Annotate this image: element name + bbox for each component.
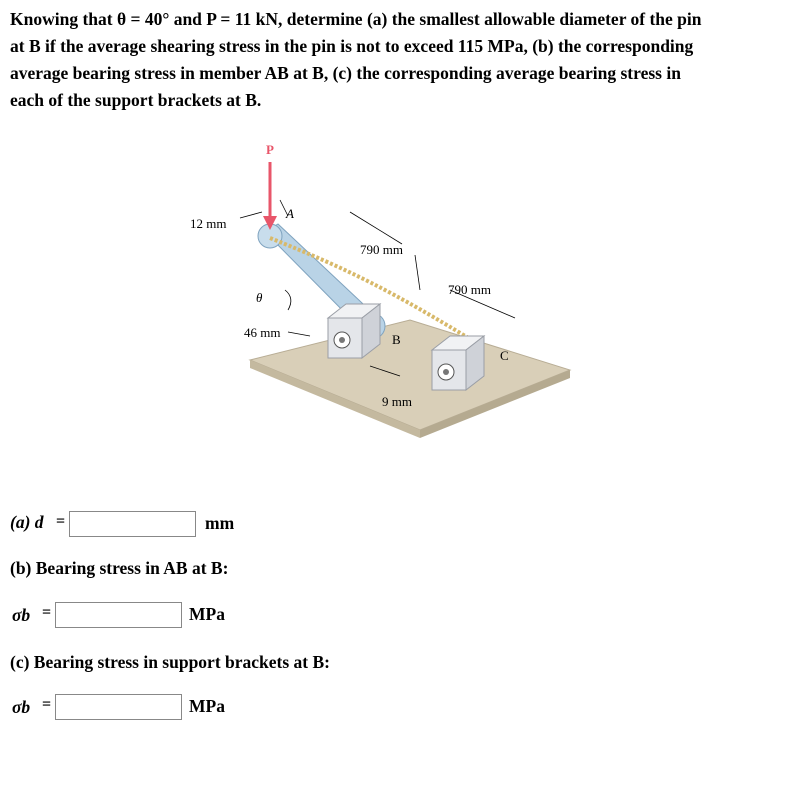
problem-line-2: at B if the average shearing stress in the pin is not to exceed 115 MPa, (b) the corresponding bbox=[10, 36, 694, 56]
answer-a-input[interactable] bbox=[69, 511, 196, 537]
part-b-heading: (b) Bearing stress in AB at B: bbox=[10, 558, 229, 578]
bracket-b bbox=[328, 304, 380, 358]
dim-790-upper-label: 790 mm bbox=[360, 242, 403, 257]
part-b-unit: MPa bbox=[189, 604, 225, 624]
mechanism-figure bbox=[170, 140, 590, 440]
answer-b-input[interactable] bbox=[55, 602, 182, 628]
base-plate bbox=[250, 320, 570, 430]
part-c-unit: MPa bbox=[189, 696, 225, 716]
dim-790-lower-label: 790 mm bbox=[448, 282, 491, 297]
point-c-label: C bbox=[500, 348, 509, 363]
part-a-label: (a) d bbox=[10, 512, 44, 532]
problem-line-1: Knowing that θ = 40° and P = 11 kN, determine (a) the smallest allowable diameter of the pin bbox=[10, 9, 702, 29]
dim-12-label: 12 mm bbox=[190, 216, 227, 231]
point-a-label: A bbox=[286, 206, 294, 221]
point-b-label: B bbox=[392, 332, 401, 347]
mechanism-diagram bbox=[170, 140, 590, 440]
problem-line-4: each of the support brackets at B. bbox=[10, 90, 262, 110]
part-a-equals: = bbox=[56, 513, 66, 530]
part-b-equals: = bbox=[42, 604, 52, 621]
load-label: P bbox=[266, 142, 274, 157]
angle-label: θ bbox=[256, 290, 263, 305]
part-c-equals: = bbox=[42, 696, 52, 713]
part-c-heading: (c) Bearing stress in support brackets at B: bbox=[10, 652, 331, 672]
part-c-symbol: σb bbox=[12, 697, 31, 717]
part-a-unit: mm bbox=[205, 513, 235, 533]
problem-line-3: average bearing stress in member AB at B, (c) the corresponding average bearing stress in bbox=[10, 63, 681, 83]
dim-9-label: 9 mm bbox=[382, 394, 412, 409]
problem-statement bbox=[10, 6, 790, 114]
dim-46-label: 46 mm bbox=[244, 325, 281, 340]
bracket-c bbox=[432, 336, 484, 390]
part-b-symbol: σb bbox=[12, 605, 31, 625]
answer-c-input[interactable] bbox=[55, 694, 182, 720]
